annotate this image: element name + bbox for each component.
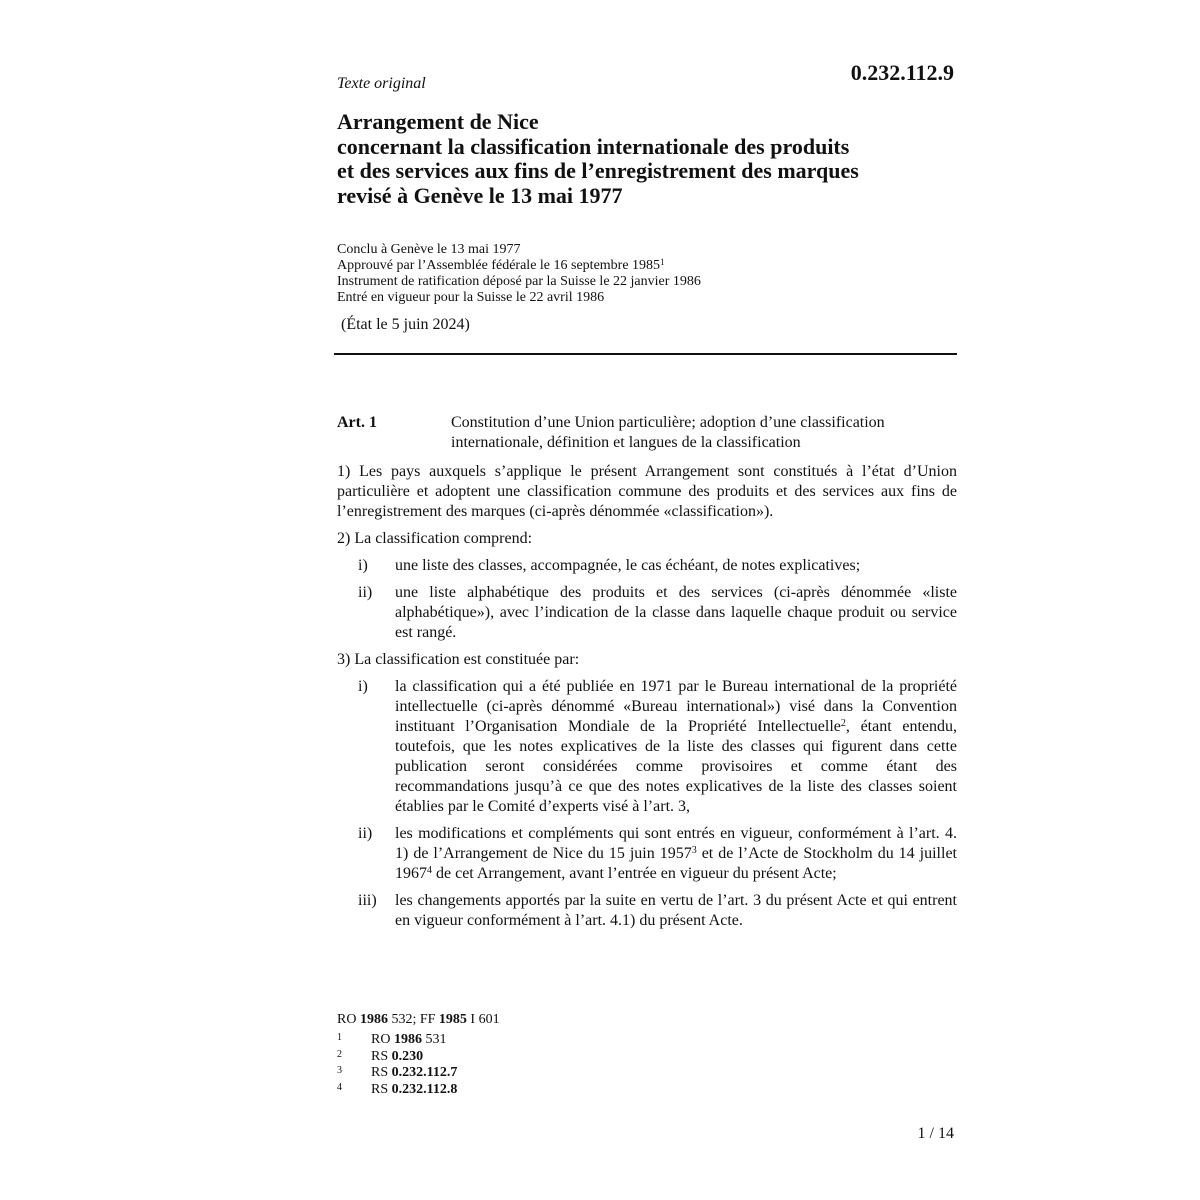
list-item-number: ii)	[358, 584, 373, 601]
footnote-prefix: RO	[371, 1032, 394, 1047]
footnote-prefix: RS	[371, 1065, 392, 1080]
list-item-number: iii)	[358, 892, 377, 909]
footnote-ref-number[interactable]: 0.230	[391, 1048, 424, 1064]
list-item	[337, 556, 957, 576]
footnote-prefix: RS	[371, 1081, 392, 1097]
entree-line: Entré en vigueur pour la Suisse le 22 avril 1986	[337, 290, 605, 305]
title-line: et des services aux fins de l’enregistrement des marques	[337, 158, 859, 183]
etat-date: (État le 5 juin 2024)	[341, 316, 470, 333]
list-item	[337, 891, 957, 931]
list-item-number: i)	[358, 557, 368, 574]
article-heading	[337, 413, 957, 453]
list-item-text	[395, 824, 957, 884]
source-text: RO	[337, 1012, 360, 1027]
text-segment: la classification qui a été publiée en 1971 par le Bureau international de la propriété intellectuelle (ci-après dénommé «Bureau international») visé dans la Convention instituant l’Organisation Mondiale de la Propriété Intellectuelle	[395, 678, 957, 735]
title-line: concernant la classification internationale des produits	[337, 133, 850, 159]
paragraph-2-heading: 2) La classification comprend:	[337, 530, 533, 547]
article-title: Constitution d’une Union particulière; adoption d’une classification internationale, définition et langues de la classification	[451, 414, 885, 451]
page-number: 1 / 14	[917, 1125, 954, 1142]
list-item	[337, 677, 957, 817]
paragraph-3-heading: 3) La classification est constituée par:	[337, 651, 580, 668]
footnote-number: 3	[337, 1065, 342, 1076]
conclu-line: Conclu à Genève le 13 mai 1977	[337, 242, 521, 257]
list-item	[337, 824, 957, 884]
document-page	[337, 0, 957, 1200]
footnote-ref[interactable]: 1	[660, 257, 665, 267]
footnote-text	[371, 1065, 457, 1082]
footnote-number: 1	[337, 1032, 342, 1043]
text-segment: , étant entendu, toutefois, que les notes explicatives de la liste des classes qui figurent dans cette publication seront considérées comme provisoires et comme étant des recommandations jusqu’à ce que des notes explicatives de la liste des classes soient établies par le Comité d’experts visé à l’art. 3,	[395, 718, 957, 815]
footnote-ref-number[interactable]: 0.232.112.7	[391, 1065, 458, 1080]
text-segment: et de l’Acte de Stockholm du 14 juillet 1967	[395, 845, 957, 882]
instrument-line: Instrument de ratification déposé par la Suisse le 22 janvier 1986	[337, 274, 701, 289]
footnote-suffix: 531	[421, 1032, 447, 1047]
document-metadata	[337, 242, 701, 306]
rs-number: 0.232.112.9	[850, 60, 954, 85]
source-text: I 601	[466, 1012, 500, 1027]
footnote	[337, 1065, 457, 1082]
footnote	[337, 1049, 457, 1066]
footnote	[337, 1082, 457, 1099]
list-item	[337, 583, 957, 643]
text-segment: de cet Arrangement, avant l’entrée en vigueur du présent Acte;	[432, 865, 837, 882]
title-line: revisé à Genève le 13 mai 1977	[337, 182, 623, 208]
list-item-text	[395, 677, 957, 817]
footnote-ref[interactable]: 4	[427, 865, 432, 876]
source-text: 532; FF	[387, 1012, 439, 1027]
text-segment: les modifications et compléments qui sont entrés en vigueur, conformément à l’art. 4. 1) de l’Arrangement de Nice du 15 juin 1957	[395, 825, 957, 862]
texte-original-label: Texte original	[337, 75, 426, 92]
approuve-text: Approuvé par l’Assemblée fédérale le 16 septembre 1985	[337, 258, 661, 273]
title-line: Arrangement de Nice	[337, 109, 539, 134]
source-reference	[337, 1012, 500, 1028]
footnote-text	[371, 1049, 423, 1066]
footnote-ref-number[interactable]: 0.232.112.8	[391, 1081, 458, 1097]
list-item-number: i)	[358, 678, 368, 695]
footnote-prefix: RS	[371, 1048, 392, 1064]
footnote-ref[interactable]: 2	[840, 718, 846, 729]
paragraph-1: 1) Les pays auxquels s’applique le présent Arrangement sont constitués à l’état d’Union particulière et adoptent une classification commune des produits et des services aux fins de l’enregistrement des marques (ci-après dénommée «classification»).	[337, 463, 957, 520]
footnote-text	[371, 1032, 446, 1049]
list-item-number: ii)	[358, 825, 373, 842]
footnotes	[337, 1032, 457, 1098]
header-divider	[334, 353, 957, 355]
document-title	[337, 110, 957, 208]
article-1	[337, 413, 957, 938]
list-item-text: une liste des classes, accompagnée, le cas échéant, de notes explicatives;	[395, 557, 861, 574]
list-item-text: une liste alphabétique des produits et des services (ci-après dénommée «liste alphabétique»), avec l’indication de la classe dans laquelle chaque produit ou service est rangé.	[395, 584, 957, 641]
approuve-line	[337, 258, 701, 274]
source-year: 1985	[438, 1012, 467, 1027]
footnote	[337, 1032, 457, 1049]
article-number: Art. 1	[337, 414, 377, 431]
list-item-text: les changements apportés par la suite en vertu de l’art. 3 du présent Acte et qui entrent en vigueur conformément à l’art. 4.1) du présent Acte.	[395, 892, 957, 929]
source-year: 1986	[359, 1012, 388, 1027]
footnote-ref[interactable]: 3	[691, 845, 697, 856]
footnote-ref-number[interactable]: 1986	[393, 1032, 422, 1047]
footnote-number: 4	[337, 1081, 342, 1093]
footnote-text	[371, 1082, 457, 1099]
footnote-number: 2	[337, 1048, 342, 1060]
